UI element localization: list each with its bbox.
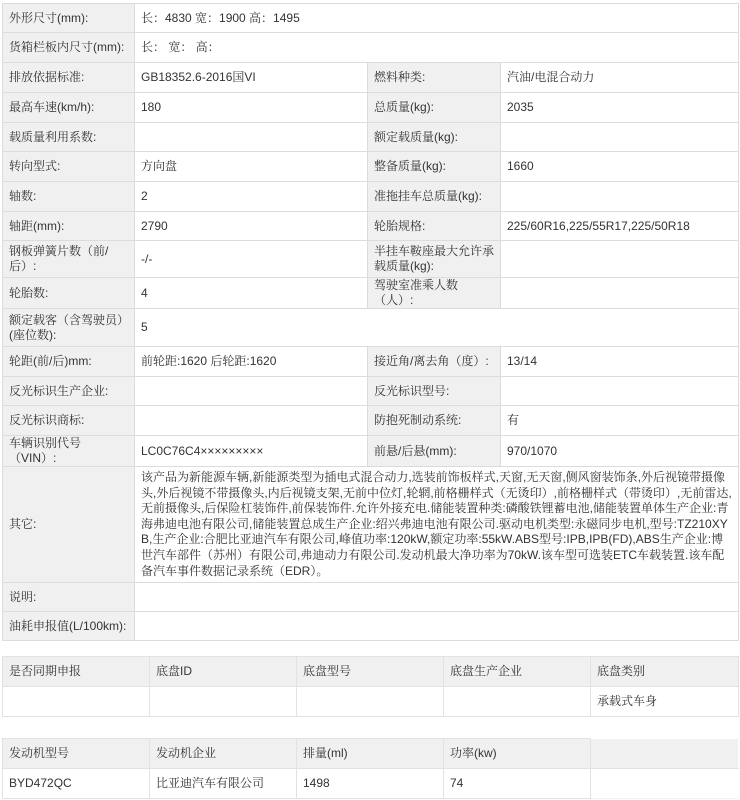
chassis-header-maker: 底盘生产企业: [444, 657, 591, 687]
tire-count-value: 4: [135, 278, 368, 309]
semi-trailer-label: 半挂车鞍座最大允许承载质量(kg):: [368, 241, 501, 278]
dimensions-label: 外形尺寸(mm):: [3, 4, 135, 33]
chassis-header-row: [3, 657, 739, 687]
engine-header-row: [3, 739, 739, 769]
chassis-table: [2, 656, 739, 717]
speed-label: 最高车速(km/h):: [3, 93, 135, 123]
spec-row-springs: [3, 241, 739, 278]
load-util-label: 载质量利用系数:: [3, 123, 135, 152]
other-value: 该产品为新能源车辆,新能源类型为插电式混合动力,选装前饰板样式,天窗,无天窗,侧风窗装饰条,外后视镜带摄像头,外后视镜不带摄像头,内后视镜支架,无前中位灯,轮辋,前格栅样式（无烫印）,前格栅样式（带烫印）,无前雷达,无前摄像头,后保险杠装饰件,前保装饰件.允许外接充电.储能装置种类:磷酸铁锂蓄电池,储能装置单体生产企业:青海弗迪电池有限公司,储能装置总成生产企业:绍兴弗迪电池有限公司.驱动电机类型:永磁同步电机,型号:TZ210XYB,生产企业:合肥比亚迪汽车有限公司,峰值功率:120kW,额定功率:55kW.ABS型号:IPB,IPB(FD),ABS生产企业:博世汽车部件（苏州）有限公司,弗迪动力有限公司.发动机最大净功率为70kW.该车型可选装ETC车载装置.该车配备汽车事件数据记录系统（EDR）。: [135, 467, 739, 583]
abs-value: 有: [501, 406, 739, 436]
track-label: 轮距(前/后)mm:: [3, 347, 135, 377]
reflect-model-label: 反光标识型号:: [368, 377, 501, 406]
engine-cell-maker: 比亚迪汽车有限公司: [150, 769, 297, 799]
rated-load-label: 额定载质量(kg):: [368, 123, 501, 152]
angles-label: 接近角/离去角（度）:: [368, 347, 501, 377]
engine-header-power: 功率(kw): [444, 739, 591, 769]
other-label: 其它:: [3, 467, 135, 583]
rated-load-value: [501, 123, 739, 152]
spec-row-vin: [3, 436, 739, 467]
wheelbase-value: 2790: [135, 212, 368, 241]
fuel-label: 燃料种类:: [368, 63, 501, 93]
chassis-header-id: 底盘ID: [150, 657, 297, 687]
total-mass-label: 总质量(kg):: [368, 93, 501, 123]
speed-value: 180: [135, 93, 368, 123]
engine-header-model: 发动机型号: [3, 739, 150, 769]
seats-value: 5: [135, 309, 739, 347]
chassis-cell-category: 承载式车身: [591, 687, 739, 717]
chassis-cell-id: [150, 687, 297, 717]
vin-value: LC0C76C4×××××××××: [135, 436, 368, 467]
engine-cell-power: 74: [444, 769, 591, 799]
semi-trailer-value: [501, 241, 739, 278]
engine-cell-displacement: 1498: [297, 769, 444, 799]
springs-value: -/-: [135, 241, 368, 278]
spec-table: [2, 3, 739, 641]
engine-table: [2, 738, 739, 799]
reflect-maker-value: [135, 377, 368, 406]
wheelbase-label: 轴距(mm):: [3, 212, 135, 241]
chassis-header-category: 底盘类别: [591, 657, 739, 687]
seats-label: 额定载客（含驾驶员）(座位数):: [3, 309, 135, 347]
angles-value: 13/14: [501, 347, 739, 377]
engine-header-extra: [591, 739, 739, 769]
tire-spec-value: 225/60R16,225/55R17,225/50R18: [501, 212, 739, 241]
reflect-model-value: [501, 377, 739, 406]
engine-header-maker: 发动机企业: [150, 739, 297, 769]
chassis-header-model: 底盘型号: [297, 657, 444, 687]
overhang-label: 前悬/后悬(mm):: [368, 436, 501, 467]
steering-value: 方向盘: [135, 152, 368, 182]
tire-count-label: 轮胎数:: [3, 278, 135, 309]
track-value: 前轮距:1620 后轮距:1620: [135, 347, 368, 377]
fuel-consumption-value: [135, 612, 739, 641]
curb-mass-label: 整备质量(kg):: [368, 152, 501, 182]
overhang-value: 970/1070: [501, 436, 739, 467]
vin-label: 车辆识别代号（VIN）:: [3, 436, 135, 467]
total-mass-value: 2035: [501, 93, 739, 123]
remark-label: 说明:: [3, 583, 135, 612]
chassis-header-concurrent: 是否同期申报: [3, 657, 150, 687]
fuel-value: 汽油/电混合动力: [501, 63, 739, 93]
emission-value: GB18352.6-2016国VI: [135, 63, 368, 93]
chassis-cell-model: [297, 687, 444, 717]
load-util-value: [135, 123, 368, 152]
dimensions-value: 长：4830 宽：1900 高：1495: [135, 4, 739, 33]
emission-label: 排放依据标准:: [3, 63, 135, 93]
spec-row-reflect: [3, 377, 739, 406]
cargo-value: 长： 宽： 高：: [135, 33, 739, 63]
reflect-maker-label: 反光标识生产企业:: [3, 377, 135, 406]
spec-row-fuel-consumption: [3, 612, 739, 641]
axles-value: 2: [135, 182, 368, 212]
engine-cell-model: BYD472QC: [3, 769, 150, 799]
curb-mass-value: 1660: [501, 152, 739, 182]
fuel-consumption-label: 油耗申报值(L/100km):: [3, 612, 135, 641]
table-row: [3, 769, 739, 799]
spec-row-axles: [3, 182, 739, 212]
spec-row-other: [3, 467, 739, 583]
abs-label: 防抱死制动系统:: [368, 406, 501, 436]
spec-row-dimensions: [3, 4, 739, 33]
spec-row-speed: [3, 93, 739, 123]
spec-row-wheelbase: [3, 212, 739, 241]
springs-label: 钢板弹簧片数（前/后）:: [3, 241, 135, 278]
spec-row-load-util: [3, 123, 739, 152]
spec-row-emission: [3, 63, 739, 93]
table-row: [3, 687, 739, 717]
cab-capacity-value: [501, 278, 739, 309]
reflect-brand-label: 反光标识商标:: [3, 406, 135, 436]
trailer-mass-value: [501, 182, 739, 212]
cargo-label: 货箱栏板内尺寸(mm):: [3, 33, 135, 63]
spec-row-steering: [3, 152, 739, 182]
cab-capacity-label: 驾驶室准乘人数（人）:: [368, 278, 501, 309]
spec-row-track: [3, 347, 739, 377]
spec-row-cargo: [3, 33, 739, 63]
steering-label: 转向型式:: [3, 152, 135, 182]
spec-row-brand: [3, 406, 739, 436]
spec-row-seats: [3, 309, 739, 347]
tire-spec-label: 轮胎规格:: [368, 212, 501, 241]
trailer-mass-label: 准拖挂车总质量(kg):: [368, 182, 501, 212]
engine-cell-extra: [591, 769, 739, 799]
spec-row-tire-count: [3, 278, 739, 309]
engine-header-displacement: 排量(ml): [297, 739, 444, 769]
remark-value: [135, 583, 739, 612]
chassis-cell-concurrent: [3, 687, 150, 717]
reflect-brand-value: [135, 406, 368, 436]
spec-row-remark: [3, 583, 739, 612]
axles-label: 轴数:: [3, 182, 135, 212]
chassis-cell-maker: [444, 687, 591, 717]
